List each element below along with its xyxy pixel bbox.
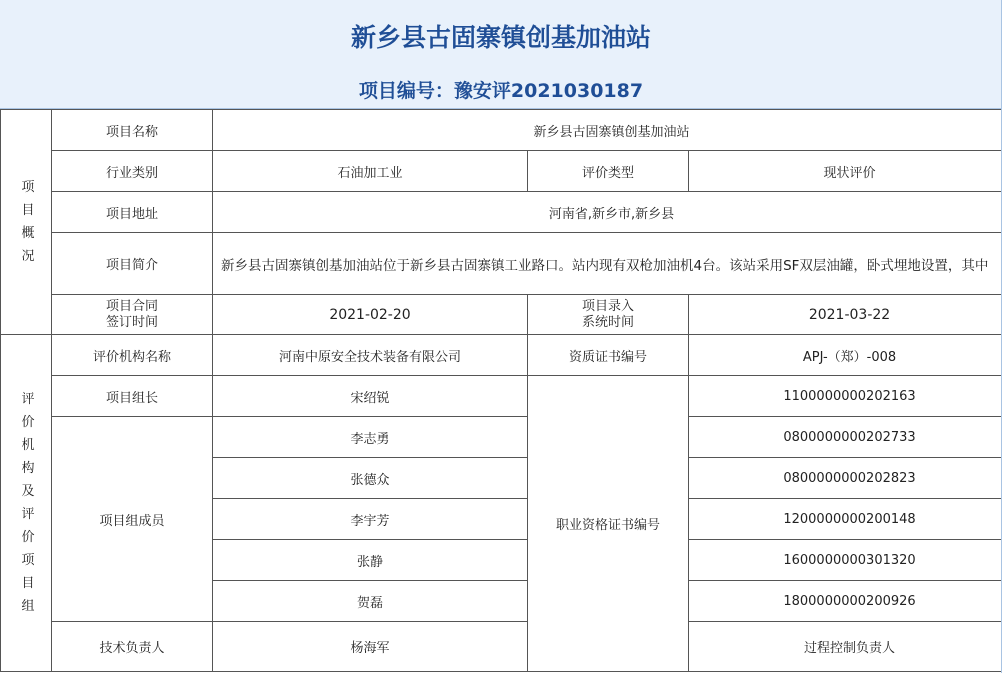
page-title: 新乡县古固寨镇创基加油站 (350, 23, 651, 52)
team-member-name: 宋绍锐 (213, 376, 528, 417)
label-project-name: 项目名称 (52, 110, 213, 151)
value-agency: 河南中原安全技术装备有限公司 (213, 335, 528, 376)
section-label-overview: 项目概况 (1, 110, 52, 335)
label-tech-lead: 技术负责人 (52, 622, 213, 672)
team-member-name: 张德众 (213, 458, 528, 499)
value-entry-date: 2021-03-22 (689, 295, 1002, 335)
table-row (1, 233, 1002, 295)
team-member-name: 张静 (213, 540, 528, 581)
label-brief: 项目简介 (52, 233, 213, 295)
label-qualification: 资质证书编号 (528, 335, 689, 376)
label-address: 项目地址 (52, 192, 213, 233)
table-row (1, 376, 1002, 417)
value-industry: 石油加工业 (213, 151, 528, 192)
label-process-lead: 过程控制负责人 (689, 622, 1002, 672)
table-row (1, 622, 1002, 672)
value-tech-lead: 杨海军 (213, 622, 528, 672)
project-number: 项目编号：豫安评2021030187 (358, 80, 644, 102)
label-leader: 项目组长 (52, 376, 213, 417)
label-industry: 行业类别 (52, 151, 213, 192)
team-member-cert: 1200000000200148 (689, 499, 1002, 540)
label-eval-type: 评价类型 (528, 151, 689, 192)
label-members: 项目组成员 (52, 417, 213, 622)
team-member-cert: 0800000000202823 (689, 458, 1002, 499)
section-label-team: 评价机构及评价项目组 (1, 335, 52, 672)
table-row (1, 417, 1002, 458)
table-row (1, 335, 1002, 376)
value-qualification: APJ-（郑）-008 (689, 335, 1002, 376)
label-cert: 职业资格证书编号 (528, 376, 689, 672)
value-eval-type: 现状评价 (689, 151, 1002, 192)
table-row (1, 110, 1002, 151)
table-row (1, 151, 1002, 192)
report-header (0, 0, 1002, 109)
label-entry-date: 项目录入 系统时间 (528, 295, 689, 335)
value-project-name: 新乡县古固寨镇创基加油站 (213, 110, 1002, 151)
team-member-name: 贺磊 (213, 581, 528, 622)
team-member-name: 李志勇 (213, 417, 528, 458)
project-info-table (0, 109, 1002, 672)
label-agency: 评价机构名称 (52, 335, 213, 376)
value-contract-date: 2021-02-20 (213, 295, 528, 335)
team-member-cert: 1800000000200926 (689, 581, 1002, 622)
value-brief: 新乡县古固寨镇创基加油站位于新乡县古固寨镇工业路口。站内现有双枪加油机4台。该站采用SF双层油罐，卧式埋地设置，其中 (213, 233, 1002, 295)
label-contract-date: 项目合同 签订时间 (52, 295, 213, 335)
table-row (1, 295, 1002, 335)
table-row (1, 192, 1002, 233)
team-member-cert: 1100000000202163 (689, 376, 1002, 417)
team-member-name: 李宇芳 (213, 499, 528, 540)
value-address: 河南省,新乡市,新乡县 (213, 192, 1002, 233)
team-member-cert: 1600000000301320 (689, 540, 1002, 581)
team-member-cert: 0800000000202733 (689, 417, 1002, 458)
